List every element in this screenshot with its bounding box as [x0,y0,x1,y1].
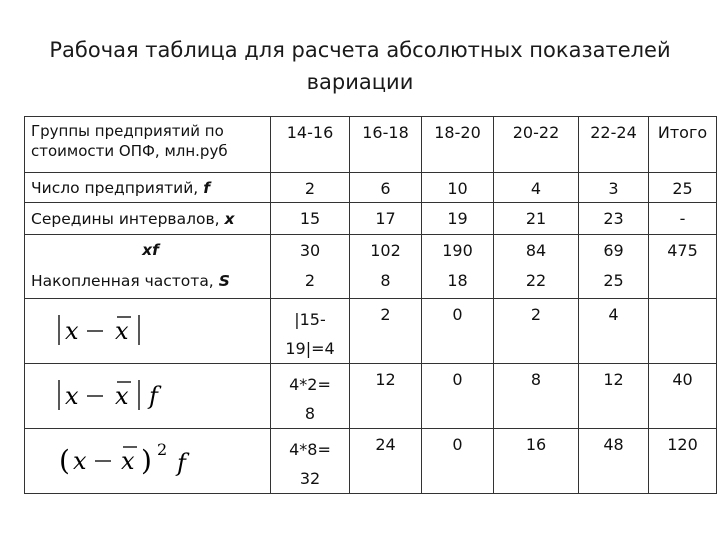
cell: 25 [579,265,649,299]
cell: 190 [422,235,494,265]
cell: 40 [649,364,717,429]
cell-empty [649,299,717,364]
cell-stacked: 4*2= 8 [271,364,350,429]
var-f: f [203,178,210,197]
cell: 17 [350,203,422,235]
header-row [25,117,717,173]
svg-text:2: 2 [157,440,168,459]
svg-text:x: x [65,317,79,345]
header-col-1: 14-16 [271,117,350,173]
header-col-5: 22-24 [579,117,649,173]
cell: 0 [422,299,494,364]
cell: 16 [494,429,579,494]
cell-stacked: |15- 19|=4 [271,299,350,364]
cell: 23 [579,203,649,235]
row-xf-label [25,235,271,265]
cell: 4 [579,299,649,364]
header-col-2: 16-18 [350,117,422,173]
cell: 24 [350,429,422,494]
formula-squared-deviation-f [25,429,271,494]
cell: 18 [422,265,494,299]
cell: 102 [350,235,422,265]
cell: - [649,203,717,235]
cell: 15 [271,203,350,235]
row-absdevf [25,364,717,429]
cell-empty [649,265,717,299]
title-line-1: Рабочая таблица для расчета абсолютных показателей [49,38,671,62]
cell: 2 [271,265,350,299]
cell: 10 [422,173,494,203]
cell: 3 [579,173,649,203]
row-sqdevf [25,429,717,494]
cell: 475 [649,235,717,265]
row-cum-label: Накопленная частота, S [25,265,271,299]
svg-text:x: x [73,447,87,475]
page-title [0,34,720,98]
row-mid-label: Середины интервалов, x [25,203,271,235]
cell: 25 [649,173,717,203]
svg-text:): ) [141,444,152,477]
cell: 8 [350,265,422,299]
cell: 12 [579,364,649,429]
cell: 2 [350,299,422,364]
svg-text:x: x [115,382,129,410]
var-s: S [218,272,230,291]
cell: 2 [494,299,579,364]
row-mid [25,203,717,235]
row-absdev [25,299,717,364]
var-x: x [224,209,235,228]
cell: 0 [422,429,494,494]
cell: 30 [271,235,350,265]
row-xf [25,235,717,265]
formula-abs-deviation [25,299,271,364]
cell: 22 [494,265,579,299]
svg-text:(: ( [59,444,70,477]
formula-abs-deviation-f-image [55,372,205,416]
cell: 12 [350,364,422,429]
cell: 48 [579,429,649,494]
cell: 0 [422,364,494,429]
cell: 2 [271,173,350,203]
formula-abs-deviation-f [25,364,271,429]
svg-text:f: f [149,382,158,410]
cell: 8 [494,364,579,429]
variation-table [24,116,717,494]
header-col-4: 20-22 [494,117,579,173]
cell: 21 [494,203,579,235]
row-count [25,173,717,203]
cell: 6 [350,173,422,203]
cell: 4 [494,173,579,203]
cell-stacked: 4*8= 32 [271,429,350,494]
cell: 120 [649,429,717,494]
svg-text:x: x [65,382,79,410]
title-line-2: вариации [306,70,414,94]
header-col-3: 18-20 [422,117,494,173]
formula-abs-deviation-image [55,309,165,349]
svg-text:f: f [177,449,186,477]
row-cum [25,265,717,299]
cell: 19 [422,203,494,235]
svg-text:x: x [115,317,129,345]
row-count-label: Число предприятий, f [25,173,271,203]
header-col-6: Итого [649,117,717,173]
var-xf: xf [142,240,159,259]
cell: 69 [579,235,649,265]
formula-squared-deviation-f-image [59,437,229,481]
header-label: Группы предприятий по стоимости ОПФ, млн.руб [25,117,271,173]
cell: 84 [494,235,579,265]
svg-text:x: x [121,447,135,475]
